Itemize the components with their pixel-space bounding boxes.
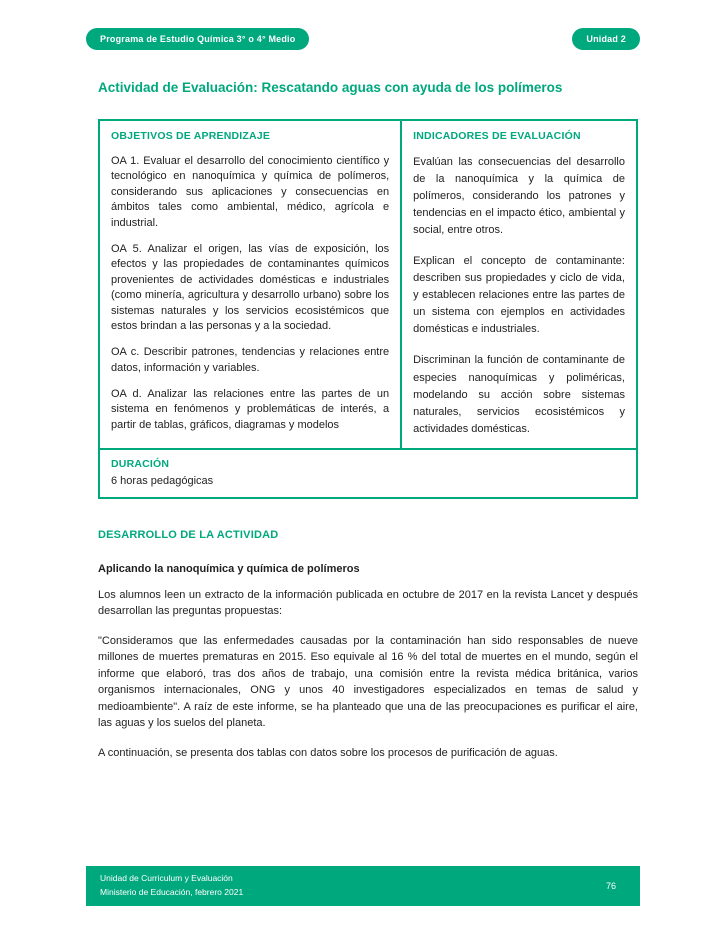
program-badge: Programa de Estudio Química 3° o 4° Medio — [86, 28, 309, 50]
indicator-3: Discriminan la función de contaminante de especies nanoquímicas y poliméricas, modelando su acción sobre sistemas naturales, servicios ecosistémicos y actividades domésticas. — [413, 354, 625, 435]
indicators-cell — [400, 121, 636, 448]
duration-value: 6 horas pedagógicas — [111, 474, 214, 487]
footer-line1: Unidad de Curriculum y Evaluación — [100, 873, 233, 884]
page-number: 76 — [605, 881, 616, 891]
quote-paragraph: "Consideramos que las enfermedades causadas por la contaminación han sido responsables de nueve millones de muertes prematuras en 2015. Eso equivale al 16 % del total de muertes en el mundo, según el informe que elaboró, tras dos años de trabajo, una comisión entre la revista médica británica, varios organismos internacionales, ONG y unos 40 investigadores especializados en temas de salud y medioambiente". A raíz de este informe, se ha planteado que una de las preocupaciones es purificar el aire, las aguas y los suelos del planeta. — [98, 634, 638, 730]
page-footer — [86, 866, 640, 906]
duration-row — [100, 448, 636, 497]
objective-oac: OA c. Describir patrones, tendencias y relaciones entre datos, información y variables. — [111, 346, 390, 374]
objectives-header: OBJETIVOS DE APRENDIZAJE — [111, 130, 271, 142]
duration-label: DURACIÓN — [111, 457, 170, 470]
indicators-header: INDICADORES DE EVALUACIÓN — [413, 130, 581, 142]
closing-paragraph: A continuación, se presenta dos tablas con datos sobre los procesos de purificación de aguas. — [98, 746, 558, 759]
footer-line2: Ministerio de Educación, febrero 2021 — [100, 887, 244, 897]
intro-paragraph: Los alumnos leen un extracto de la información publicada en octubre de 2017 en la revista Lancet y después desarrollan las preguntas propuestas: — [98, 588, 638, 618]
activity-title: Actividad de Evaluación: Rescatando aguas con ayuda de los polímeros — [98, 80, 563, 95]
objective-oa1: OA 1. Evaluar el desarrollo del conocimiento científico y tecnológico en nanoquímica y química de polímeros, considerando sus aplicaciones y consecuencias en ámbitos tales como ambiental, médico, agrícola e industrial. — [111, 155, 390, 229]
activity-subheading: Aplicando la nanoquímica y química de polímeros — [98, 562, 360, 575]
page-content — [98, 80, 638, 774]
page-header — [86, 28, 640, 50]
activity-development-heading: DESARROLLO DE LA ACTIVIDAD — [98, 528, 279, 541]
objectives-cell — [100, 121, 400, 448]
indicator-2: Explican el concepto de contaminante: describen sus propiedades y ciclo de vida, y establecen relaciones entre las partes de un sistema con ejemplos en actividades domésticas e industriales. — [413, 255, 625, 336]
objective-oa5: OA 5. Analizar el origen, las vías de exposición, los efectos y las propiedades de contaminantes químicos provenientes de actividades domésticas e industriales (como minería, agricultura y desarrollo urbano) sobre los sistemas naturales y los servicios ecosistémicos que estos brindan a las personas y a la sociedad. — [111, 242, 390, 332]
objective-oad: OA d. Analizar las relaciones entre las partes de un sistema en fenómenos y problemáticas de interés, a partir de tablas, gráficos, diagramas y modelos — [111, 388, 390, 431]
objectives-indicators-table — [98, 119, 638, 499]
footer-text — [100, 872, 243, 899]
indicator-1: Evalúan las consecuencias del desarrollo de la nanoquímica y la química de polímeros, considerando los patrones y tendencias en el impacto ético, ambiental y social, entre otros. — [413, 156, 625, 237]
unit-badge: Unidad 2 — [572, 28, 640, 50]
